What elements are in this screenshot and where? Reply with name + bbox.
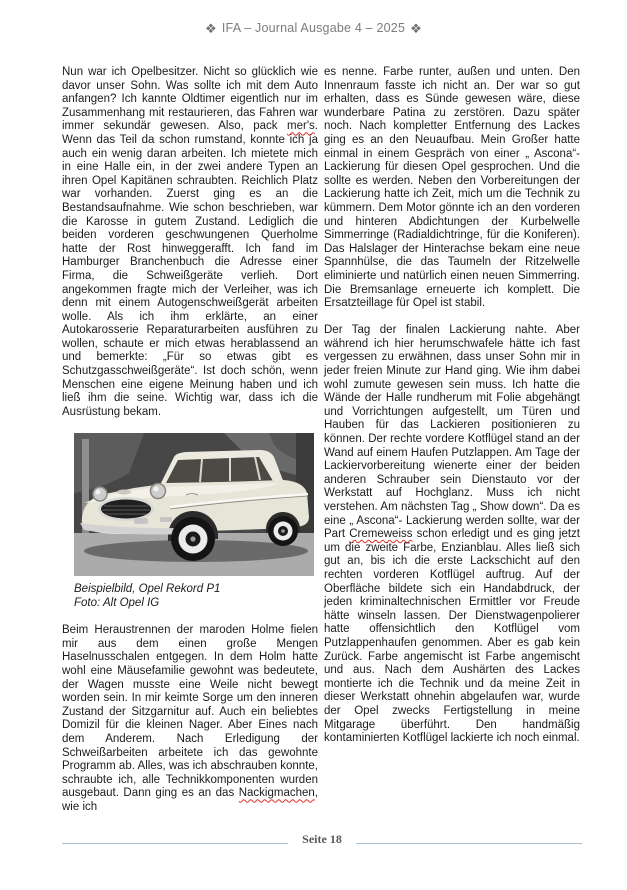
journal-title: IFA – Journal Ausgabe 4 – 2025 [221, 21, 406, 35]
spacer [62, 610, 318, 624]
photo-caption-line2: Foto: Alt Opel IG [74, 596, 160, 609]
column-right [324, 66, 580, 828]
paragraph [62, 624, 318, 814]
paragraph-text: Nun war ich Opelbesitzer. Nicht so glücklich wie davor unser Sohn. Was sollte ich mit dem Auto anfangen? Ich kannte Oldtimer eigentlich nur im Zusammenhang mit restaurieren, das Fahren war immer sekundär gewesen. Also, pack [62, 66, 318, 133]
column-left [62, 66, 318, 828]
ornament-icon-right: ❖ [410, 21, 422, 36]
page-footer [62, 832, 582, 847]
photo-caption-line1: Beispielbild, Opel Rekord P1 [74, 583, 221, 596]
paragraph-text: . Wenn das Teil da schon rumstand, konnte ich ja auch ein wenig daran arbeiten. Ich mietete mich in eine Halle ein, in der zwei andere Typen an ihren Opel Kapitänen schraubten. Reichlich Platz war vorhanden. Zuerst ging es an die Bestandsaufnahme. Wie schon beschrieben, war die Karosse in gutem Zustand. Lediglich die beiden vorderen geschwungenen Querholme hatte der Rost hinweggerafft. Ich fand im Hamburger Branchenbuch die Adresse einer Firma, die Schweißgeräte verlieh. Dort angekommen fragte mich der Verleiher, was ich denn mit einem Autogenschweißgerät arbeiten wolle. Als ich ihm erklärte, an einer Autokarosserie Reparaturarbeiten ausführen zu wollen, schaute er mich etwas herablassend an und bemerkte: „Für so etwas gibt es Schutzgasschweißgeräte“. Ist doch schön, wenn Menschen eine eigene Meinung haben und ich ließ ihm die seine. Wichtig war, dass ich die Ausrüstung bekam. [62, 120, 318, 418]
ornament-icon-left: ❖ [205, 21, 217, 36]
misspelled-word: Nackigmachen [238, 787, 315, 800]
misspelled-word: Cremeweiss [349, 528, 413, 541]
paragraph-text: Der Tag der finalen Lackierung nahte. Aber während ich hier herumschwafele hätte ich fast vergessen zu erwähnen, dass unser Sohn mir in jeder freien Minute zur Hand ging. Wie ihm dabei wohl zumute gewesen sein muss. Ich hatte die Wände der Halle rundherum mit Folie abgehängt und Vorrichtungen aufgestellt, um Türen und Hauben für das Lackieren positionieren zu können. Der rechte vordere Kotflügel stand an der Wand auf einem Haufen Putzlappen. Am Tage der Lackiervorbereitung wienerte einer der beiden anderen Schrauber sein Dienstauto vor der Werkstatt auf Hochglanz. Muss ich nicht verstehen. Am nächsten Tag „ Show down“. Da es eine „ Ascona“- Lackierung werden sollte, war der Part [324, 324, 580, 541]
footer-rule-right [356, 843, 582, 844]
car-photo-image [74, 433, 314, 576]
misspelled-word: mer's [287, 120, 315, 133]
page-header [0, 21, 627, 37]
page-number: Seite 18 [302, 832, 342, 846]
paragraph [62, 66, 318, 419]
footer-rule-left [62, 843, 288, 844]
paragraph-text: , wie ich [62, 787, 318, 813]
paragraph [324, 324, 580, 745]
paragraph-text: schon erledigt und es ging jetzt um die zweite Farbe, Enzianblau. Alles ließ sich gut an, bis ich die erste Lackschicht auf den rechten vorderen Kotflügel auftrug. Auf der Oberfläche bildete sich ein Handabdruck, der jeden kriminaltechnischen Ermittler vor Freude hätte winseln lassen. Der Dienstwagenpolierer hatte offensichtlich den Kotflügel vom Putzlappenhaufen genommen. Aber es gab kein Zurück. Farbe angemischt ist Farbe angemischt und aus. Nach dem Aushärten des Lackes montierte ich die Technik und da meine Zeit in dieser Werkstatt ohnehin abgelaufen war, wurde der Opel zwecks Fertigstellung in meine Mitgarage überführt. Den handmäßig kontaminierten Kotflügel lackierte ich noch einmal. [324, 528, 580, 745]
article-body [62, 66, 580, 828]
paragraph: es nenne. Farbe runter, außen und unten. Den Innenraum fasste ich nicht an. Der war so gut erhalten, dass es Sünde gewesen wäre, diese wunderbare Patina zu zerstören. Dazu später noch. Nach kompletter Entfernung des Lackes ging es an den Neuaufbau. Mein Großer hatte einmal in einem Gespräch von einer „ Ascona“- Lackierung für diesen Opel gesprochen. Und die sollte es werden. Neben den Vorbereitungen der Lackierung hatte ich Zeit, mich um die Technik zu kümmern. Dem Motor gönnte ich an den vorderen und hinteren Abdichtungen der Kurbelwelle Simmerringe (Radialdichtringe, für die Koniferen). Das Halslager der Hinterachse bekam eine neue Spannhülse, die das Taumeln der Ritzelwelle eliminierte und natürlich einen neuen Simmerring. Die Bremsanlage erneuerte ich komplett. Die Ersatzteillage für Opel ist stabil. [324, 66, 580, 310]
paragraph-text: Beim Heraustrennen der maroden Holme fielen mir aus dem einen große Mengen Haselnusschalen entgegen. In dem Holm hatte wohl eine Mäusefamilie gewohnt was bedeutete, der Wagen musste eine Weile nicht bewegt worden sein. In mir keimte Sorge um den inneren Zustand der Sitzgarnitur auf. Auch ein beliebtes Domizil für die kleinen Nager. Aber Eines nach dem Anderem. Nach Erledigung der Schweißarbeiten arbeitete ich das gewohnte Programm ab. Alles, was ich abschrauben konnte, schraubte ich, alle Technikkomponenten wurden ausgebaut. Dann ging es an das [62, 624, 318, 800]
photo-caption [74, 583, 318, 610]
